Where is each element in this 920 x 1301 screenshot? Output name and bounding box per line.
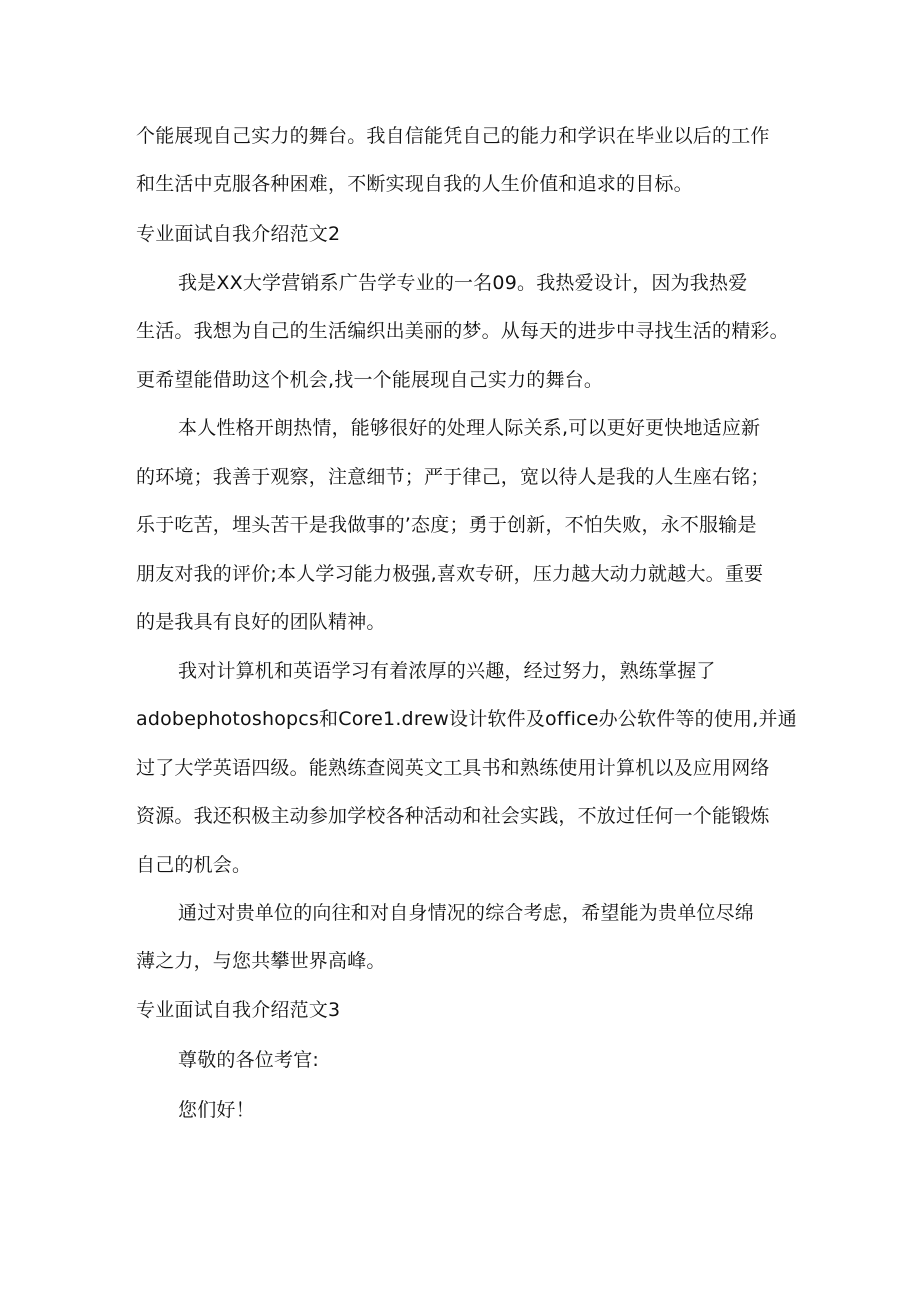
paragraph-line: 通过对贵单位的向往和对自身情况的综合考虑，希望能为贵单位尽绵 [178, 902, 755, 924]
paragraph-line: 乐于吃苦，埋头苦干是我做事的’态度；勇于创新，不怕失败，永不服输是 [136, 514, 757, 536]
paragraph-line: 自己的机会。 [136, 854, 252, 876]
paragraph-line: 和生活中克服各种困难，不断实现自我的人生价值和追求的目标。 [136, 173, 693, 195]
paragraph-line: 朋友对我的评价;本人学习能力极强,喜欢专研，压力越大动力就越大。重要 [136, 563, 764, 585]
paragraph-line: 的环境；我善于观察，注意细节；严于律己，宽以待人是我的人生座右铭； [136, 466, 770, 488]
section-heading: 专业面试自我介绍范文2 [136, 223, 341, 245]
paragraph-line: adobephotoshopcs和Core1.drew设计软件及office办公软件等的使用,并通 [136, 708, 797, 730]
paragraph-line: 本人性格开朗热情，能够很好的处理人际关系,可以更好更快地适应新 [178, 417, 761, 439]
salutation-line: 尊敬的各位考官: [178, 1049, 320, 1071]
paragraph-line: 资源。我还积极主动参加学校各种活动和社会实践，不放过任何一个能锻炼 [136, 805, 770, 827]
greeting-line: 您们好！ [178, 1099, 255, 1121]
paragraph-line: 薄之力，与您共攀世界高峰。 [136, 950, 386, 972]
section-heading: 专业面试自我介绍范文3 [136, 999, 341, 1021]
paragraph-line: 的是我具有良好的团队精神。 [136, 611, 386, 633]
paragraph-line: 我是XX大学营销系广告学专业的一名09。我热爱设计，因为我热爱 [178, 272, 748, 294]
paragraph-line: 个能展现自己实力的舞台。我自信能凭自己的能力和学识在毕业以后的工作 [136, 125, 770, 147]
paragraph-line: 过了大学英语四级。能熟练查阅英文工具书和熟练使用计算机以及应用网络 [136, 757, 770, 779]
paragraph-line: 我对计算机和英语学习有着浓厚的兴趣，经过努力，熟练掌握了 [178, 660, 716, 682]
paragraph-line: 更希望能借助这个机会,找一个能展现自己实力的舞台。 [136, 369, 604, 391]
paragraph-line: 生活。我想为自己的生活编织出美丽的梦。从每天的进步中寻找生活的精彩。 [136, 320, 789, 342]
